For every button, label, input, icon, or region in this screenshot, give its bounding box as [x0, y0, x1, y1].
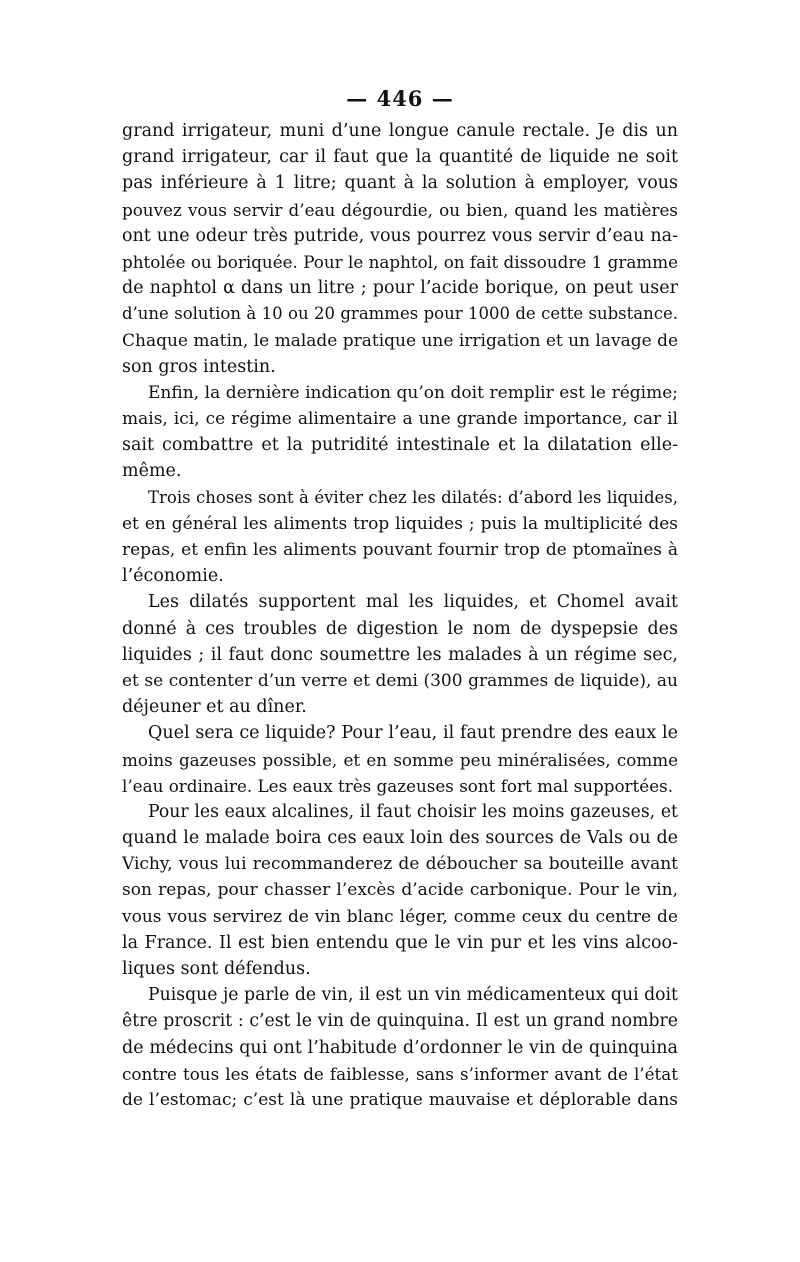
text-line: l’eau ordinaire. Les eaux très gazeuses sont fort mal supportées.: [122, 775, 674, 796]
text-line: l’économie.: [122, 566, 224, 587]
text-line: grand irrigateur, car il faut que la quantité de liquide ne soit: [122, 147, 678, 168]
text-line: de naphtol α dans un litre ; pour l’acide borique, on peut user: [122, 278, 678, 299]
text-line: ont une odeur très putride, vous pourrez vous servir d’eau na-: [122, 225, 678, 246]
text-line: son gros intestin.: [122, 356, 276, 377]
text-line: pas inférieure à 1 litre; quant à la solution à employer, vous: [122, 173, 678, 194]
text-line: et se contenter d’un verre et demi (300 grammes de liquide), au: [122, 670, 678, 691]
text-line: Les dilatés supportent mal les liquides, et Chomel avait: [148, 592, 678, 613]
text-line: Chaque matin, le malade pratique une irrigation et un lavage de: [122, 330, 679, 351]
text-line: liques sont défendus.: [122, 959, 311, 979]
text-line: liquides ; il faut donc soumettre les malades à un régime sec,: [122, 644, 678, 665]
text-line: phtolée ou boriquée. Pour le naphtol, on fait dissoudre 1 gramme: [122, 251, 678, 272]
text-line: repas, et enfin les aliments pouvant fournir trop de ptomaïnes à: [122, 540, 678, 560]
text-line: et en général les aliments trop liquides ; puis la multiplicité des: [122, 513, 678, 534]
text-line: Vichy, vous lui recommanderez de déboucher sa bouteille avant: [122, 854, 678, 875]
text-line: sait combattre et la putridité intestinale et la dilatation elle-: [122, 435, 678, 456]
text-line: Pour les eaux alcalines, il faut choisir les moins gazeuses, et: [148, 801, 678, 822]
text-line: la France. Il est bien entendu que le vin pur et les vins alcoo-: [122, 932, 678, 953]
text-line: Enfin, la dernière indication qu’on doit remplir est le régime;: [148, 382, 678, 403]
text-line: de médecins qui ont l’habitude d’ordonner le vin de quinquina: [122, 1037, 678, 1058]
page-number: — 446 —: [346, 86, 454, 111]
text-line: Quel sera ce liquide? Pour l’eau, il faut prendre des eaux le: [148, 723, 678, 744]
text-line: pouvez vous servir d’eau dégourdie, ou bien, quand les matières: [122, 199, 678, 220]
text-line: être proscrit : c’est le vin de quinquina. Il est un grand nombre: [122, 1011, 678, 1032]
text-line: déjeuner et au dîner.: [122, 697, 307, 718]
body-text: [122, 118, 678, 1113]
text-line: contre tous les états de faiblesse, sans s’informer avant de l’état: [122, 1063, 678, 1084]
text-line: son repas, pour chasser l’excès d’acide carbonique. Pour le vin,: [122, 880, 678, 901]
text-line: mais, ici, ce régime alimentaire a une grande importance, car il: [122, 409, 678, 430]
text-line: d’une solution à 10 ou 20 grammes pour 1000 de cette substance.: [122, 304, 678, 324]
text-line: grand irrigateur, muni d’une longue canule rectale. Je dis un: [122, 121, 678, 141]
text-line: de l’estomac; c’est là une pratique mauvaise et déplorable dans: [122, 1089, 678, 1110]
text-line: moins gazeuses possible, et en somme peu minéralisées, comme: [122, 749, 678, 770]
text-line: Trois choses sont à éviter chez les dilatés: d’abord les liquides,: [148, 487, 678, 507]
text-line: vous vous servirez de vin blanc léger, comme ceux du centre de: [122, 906, 678, 927]
text-line: quand le malade boira ces eaux loin des sources de Vals ou de: [122, 828, 678, 849]
text-line: donné à ces troubles de digestion le nom de dyspepsie des: [122, 618, 678, 639]
text-line: même.: [122, 461, 182, 482]
text-line: Puisque je parle de vin, il est un vin médicamenteux qui doit: [148, 985, 678, 1006]
